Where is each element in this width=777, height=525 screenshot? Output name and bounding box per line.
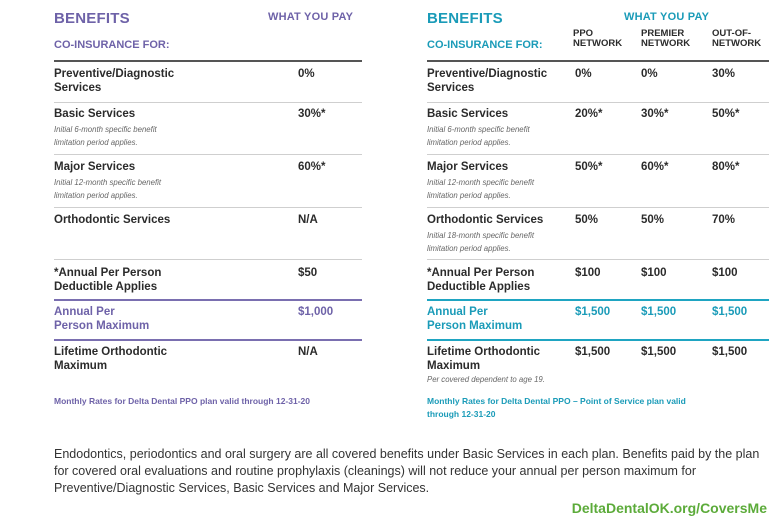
row-divider <box>54 207 362 208</box>
right-header-divider <box>427 60 769 62</box>
right-row-major-ppo: 50%* <box>575 161 603 173</box>
left-row-annual-max-value: $1,000 <box>298 306 334 318</box>
right-row-orthodontic-label: Orthodontic Services <box>427 214 544 226</box>
left-row-deductible-value: $50 <box>298 267 318 279</box>
right-row-preventive-ppo: 0% <box>575 68 592 80</box>
left-benefits-heading: BENEFITS <box>54 10 130 27</box>
left-row-major-note: Initial 12-month specific benefit limitation period applies. <box>54 178 162 200</box>
row-divider-accent <box>54 299 362 301</box>
row-divider-accent <box>427 299 769 301</box>
right-row-lifetime-ortho-out: $1,500 <box>712 346 748 358</box>
row-divider-accent <box>427 339 769 341</box>
right-row-lifetime-ortho-ppo: $1,500 <box>575 346 611 358</box>
left-row-lifetime-ortho-label: Lifetime Orthodontic Maximum <box>54 346 168 372</box>
row-divider <box>427 259 769 260</box>
right-row-orthodontic-out: 70% <box>712 214 736 226</box>
right-row-deductible-out: $100 <box>712 267 738 279</box>
left-row-preventive-value: 0% <box>298 68 315 80</box>
row-divider <box>427 102 769 103</box>
right-row-annual-max-label: Annual Per Person Maximum <box>427 306 523 332</box>
right-benefits-heading: BENEFITS <box>427 10 503 27</box>
row-divider <box>427 154 769 155</box>
left-header-divider <box>54 60 362 62</box>
right-row-orthodontic-note: Initial 18-month specific benefit limitation period applies. <box>427 231 535 253</box>
left-row-major-label: Major Services <box>54 161 136 173</box>
left-row-basic-note: Initial 6-month specific benefit limitation period applies. <box>54 125 157 147</box>
left-row-major-value: 60%* <box>298 161 326 173</box>
row-divider-accent <box>54 339 362 341</box>
right-row-basic-label: Basic Services <box>427 108 509 120</box>
left-row-preventive-label: Preventive/Diagnostic Services <box>54 68 175 94</box>
left-rates-footnote: Monthly Rates for Delta Dental PPO plan valid through 12-31-20 <box>54 396 310 406</box>
right-row-major-note: Initial 12-month specific benefit limitation period applies. <box>427 178 535 200</box>
right-row-preventive-out: 30% <box>712 68 736 80</box>
left-what-you-pay-heading: WHAT YOU PAY <box>268 11 354 23</box>
right-what-you-pay-heading: WHAT YOU PAY <box>624 11 710 23</box>
right-row-basic-out: 50%* <box>712 108 740 120</box>
right-row-deductible-label: *Annual Per Person Deductible Applies <box>427 267 535 293</box>
left-row-orthodontic-value: N/A <box>298 214 318 226</box>
right-row-major-premier: 60%* <box>641 161 669 173</box>
right-row-preventive-premier: 0% <box>641 68 658 80</box>
right-row-lifetime-ortho-note: Per covered dependent to age 19. <box>427 375 545 384</box>
column-header-premier-network: PREMIER NETWORK <box>641 28 691 49</box>
right-row-orthodontic-ppo: 50% <box>575 214 599 226</box>
left-row-deductible-label: *Annual Per Person Deductible Applies <box>54 267 162 293</box>
right-row-basic-ppo: 20%* <box>575 108 603 120</box>
left-row-basic-value: 30%* <box>298 108 326 120</box>
right-row-annual-max-premier: $1,500 <box>641 306 677 318</box>
left-row-lifetime-ortho-value: N/A <box>298 346 318 358</box>
right-row-basic-note: Initial 6-month specific benefit limitation period applies. <box>427 125 530 147</box>
right-row-deductible-ppo: $100 <box>575 267 601 279</box>
right-row-lifetime-ortho-label: Lifetime Orthodontic Maximum <box>427 346 541 372</box>
left-row-annual-max-label: Annual Per Person Maximum <box>54 306 150 332</box>
right-row-annual-max-out: $1,500 <box>712 306 748 318</box>
row-divider <box>54 102 362 103</box>
website-link[interactable]: DeltaDentalOK.org/CoversMe <box>571 500 767 516</box>
right-row-major-label: Major Services <box>427 161 509 173</box>
column-header-ppo-network: PPO NETWORK <box>573 28 623 49</box>
right-row-preventive-label: Preventive/Diagnostic Services <box>427 68 548 94</box>
row-divider <box>54 154 362 155</box>
right-row-orthodontic-premier: 50% <box>641 214 665 226</box>
right-row-basic-premier: 30%* <box>641 108 669 120</box>
right-coinsurance-label: CO-INSURANCE FOR: <box>427 39 543 51</box>
left-row-basic-label: Basic Services <box>54 108 136 120</box>
column-header-out-of-network: OUT-OF- NETWORK <box>712 28 762 49</box>
row-divider <box>54 259 362 260</box>
left-coinsurance-label: CO-INSURANCE FOR: <box>54 39 170 51</box>
right-row-annual-max-ppo: $1,500 <box>575 306 611 318</box>
left-row-orthodontic-label: Orthodontic Services <box>54 214 171 226</box>
coverage-paragraph: Endodontics, periodontics and oral surgery are all covered benefits under Basic Services in each plan. Benefits paid by the plan for covered oral evaluations and routine prophylaxis (cleanings) will not reduce your annual per person maximum for Preventive/Diagnostic Services, Basic Services and Major Services. <box>54 447 760 495</box>
right-row-major-out: 80%* <box>712 161 740 173</box>
row-divider <box>427 207 769 208</box>
right-row-lifetime-ortho-premier: $1,500 <box>641 346 677 358</box>
right-rates-footnote: Monthly Rates for Delta Dental PPO – Point of Service plan valid through 12-31-20 <box>427 396 686 419</box>
right-row-deductible-premier: $100 <box>641 267 667 279</box>
